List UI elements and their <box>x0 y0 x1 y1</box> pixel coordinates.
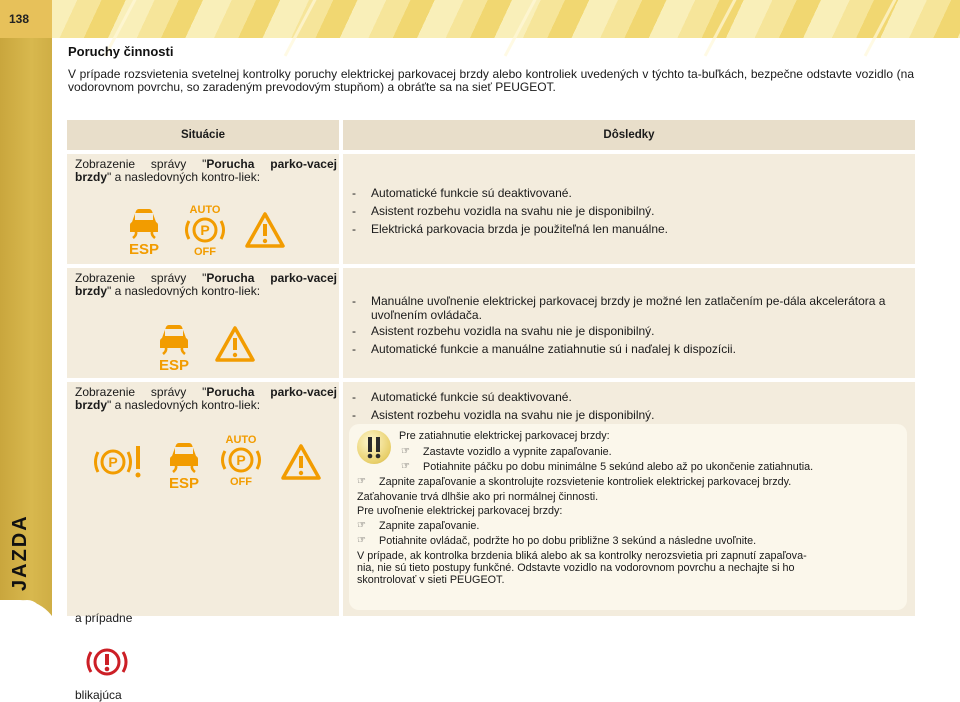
hand-pointer-icon: ☞ <box>357 476 366 487</box>
page-number: 138 <box>0 0 52 38</box>
svg-text:AUTO: AUTO <box>189 204 221 216</box>
svg-text:ESP: ESP <box>128 241 160 258</box>
hand-pointer-icon: ☞ <box>357 535 366 546</box>
note-item: Zastavte vozidlo a vypnite zapaľovanie. <box>423 446 612 458</box>
attention-icon <box>357 430 391 464</box>
svg-text:ESP: ESP <box>168 475 200 492</box>
note-line: V prípade, ak kontrolka brzdenia bliká alebo ak sa kontrolky nerozsvietia pri zapnutí zapaľova- <box>357 550 807 562</box>
row1-situation-text: Zobrazenie správy "Porucha parko-vacej brzdy" a nasledovných kontro-liek: <box>75 157 337 184</box>
note-title: Pre zatiahnutie elektrickej parkovacej brzdy: <box>399 430 610 442</box>
header-dosledky: Dôsledky <box>343 120 915 150</box>
hand-pointer-icon: ☞ <box>401 461 410 472</box>
svg-text:OFF: OFF <box>230 476 252 488</box>
chapter-side-strip <box>0 38 52 640</box>
row3-situation-cell <box>67 382 339 702</box>
hand-pointer-icon: ☞ <box>401 446 410 457</box>
row3-bullet: - Automatické funkcie sú deaktivované. <box>352 390 572 404</box>
section-heading: Poruchy činnosti <box>68 44 174 59</box>
note-line: Zaťahovanie trvá dlhšie ako pri normálnej činnosti. <box>357 491 599 503</box>
svg-text:AUTO: AUTO <box>225 434 257 446</box>
row2-situation-text: Zobrazenie správy "Porucha parko-vacej brzdy" a nasledovných kontro-liek: <box>75 271 337 298</box>
chapter-title: JAZDA <box>9 514 31 592</box>
brake-warning-icon <box>85 644 129 680</box>
note-box <box>349 424 907 610</box>
auto-parking-off-icon <box>181 202 229 258</box>
row2-bullet: - Asistent rozbehu vozidla na svahu nie je disponibilný. <box>352 324 655 338</box>
top-decorative-band <box>0 0 960 38</box>
row1-bullet: - Automatické funkcie sú deaktivované. <box>352 186 572 200</box>
row2-consequence-cell <box>343 268 915 378</box>
svg-text:P: P <box>108 454 118 470</box>
note-item: Potiahnite páčku po dobu minimálne 5 sekúnd alebo až po ukončenie zatiahnutia. <box>423 461 814 473</box>
row2-bullet: - Manuálne uvoľnenie elektrickej parkovacej brzdy je možné len zatlačením pe-dála akcelerátora a uvoľnením ovládača. <box>352 294 886 322</box>
note-item: Potiahnite ovládač, podržte ho po dobu približne 3 sekúnd a následne uvoľnite. <box>379 535 757 547</box>
warning-triangle-icon <box>245 212 285 248</box>
note-item: Zapnite zapaľovanie. <box>379 520 480 532</box>
svg-text:P: P <box>236 452 246 468</box>
row1-bullet: - Asistent rozbehu vozidla na svahu nie je disponibilný. <box>352 204 655 218</box>
hand-pointer-icon: ☞ <box>357 520 366 531</box>
intro-paragraph: V prípade rozsvietenia svetelnej kontrolky poruchy elektrickej parkovacej brzdy alebo kontroliek uvedených v týchto ta-buľkách, bezpečne odstavte vozidlo (na vodorovnom povrchu, so zaradeným prevodovým stupňom) a obráťte sa na sieť PEUGEOT. <box>68 67 914 94</box>
row1-situation-cell <box>67 154 339 264</box>
header-situacie: Situácie <box>67 120 339 150</box>
row3-bullet: - Asistent rozbehu vozidla na svahu nie je disponibilný. <box>352 408 655 422</box>
column-divider <box>339 120 343 616</box>
warning-triangle-icon <box>281 444 321 480</box>
row3-situation-text: Zobrazenie správy "Porucha parko-vacej brzdy" a nasledovných kontro-liek: <box>75 385 337 412</box>
parking-brake-fault-icon <box>93 442 143 482</box>
esp-off-icon <box>163 436 205 490</box>
note-line: Pre uvoľnenie elektrickej parkovacej brzdy: <box>357 505 563 517</box>
svg-text:ESP: ESP <box>158 357 190 374</box>
row1-consequence-cell <box>343 154 915 264</box>
warning-triangle-icon <box>215 326 255 362</box>
row2-situation-cell <box>67 268 339 378</box>
esp-off-icon <box>123 202 165 256</box>
row1-bullet: - Elektrická parkovacia brzda je použiteľná len manuálne. <box>352 222 668 236</box>
note-line: nia, nie sú tieto postupy funkčné. Odstavte vozidlo na vodorovnom povrchu a nechajte si ho <box>357 562 795 574</box>
fault-table <box>67 120 915 702</box>
svg-text:OFF: OFF <box>194 246 216 258</box>
auto-parking-off-icon <box>217 432 265 488</box>
alt-label: a prípadne <box>75 611 133 625</box>
note-line: skontrolovať v sieti PEUGEOT. <box>357 574 505 586</box>
note-item: Zapnite zapaľovanie a skontrolujte rozsvietenie kontroliek elektrickej parkovacej brzdy. <box>379 476 792 488</box>
esp-off-icon <box>153 318 195 372</box>
svg-text:P: P <box>200 222 210 238</box>
blink-label: blikajúca <box>75 688 122 702</box>
exclamation-icon <box>357 430 391 464</box>
row2-bullet: - Automatické funkcie a manuálne zatiahnutie sú i naďalej k dispozícii. <box>352 342 736 356</box>
